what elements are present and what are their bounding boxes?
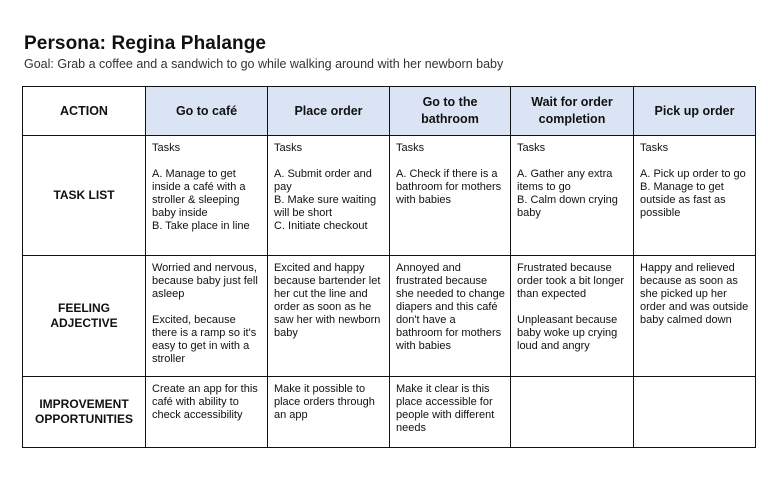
improvement-cell-wait-for-order — [511, 377, 634, 448]
improvement-opportunities-label: IMPROVEMENT OPPORTUNITIES — [23, 377, 146, 448]
feeling-cell-wait-for-order: Frustrated because order took a bit longer than expected Unpleasant because baby woke up crying loud and angry — [511, 256, 634, 377]
task-cell-go-to-bathroom: Tasks A. Check if there is a bathroom for mothers with babies — [390, 136, 511, 256]
persona-title: Persona: Regina Phalange — [24, 33, 267, 54]
feeling-cell-go-to-bathroom: Annoyed and frustrated because she needed to change diapers and this café don't have a bathroom for mothers with babies — [390, 256, 511, 377]
task-list-row — [23, 136, 756, 256]
stage-header-pick-up-order: Pick up order — [634, 87, 756, 136]
task-cell-go-to-cafe: Tasks A. Manage to get inside a café with a stroller & sleeping baby inside B. Take place in line — [146, 136, 268, 256]
improvement-cell-go-to-bathroom: Make it clear is this place accessible for people with different needs — [390, 377, 511, 448]
feeling-cell-go-to-cafe: Worried and nervous, because baby just fell asleep Excited, because there is a ramp so it's easy to get in with a stroller — [146, 256, 268, 377]
feeling-adjective-row — [23, 256, 756, 377]
task-list-label: TASK LIST — [23, 136, 146, 256]
improvement-cell-pick-up-order — [634, 377, 756, 448]
persona-goal: Goal: Grab a coffee and a sandwich to go while walking around with her newborn baby — [24, 57, 504, 71]
improvement-cell-go-to-cafe: Create an app for this café with ability to check accessibility — [146, 377, 268, 448]
stage-header-go-to-bathroom: Go to the bathroom — [390, 87, 511, 136]
task-cell-pick-up-order: Tasks A. Pick up order to go B. Manage to get outside as fast as possible — [634, 136, 756, 256]
task-cell-wait-for-order: Tasks A. Gather any extra items to go B. Calm down crying baby — [511, 136, 634, 256]
task-cell-place-order: Tasks A. Submit order and pay B. Make sure waiting will be short C. Initiate checkout — [268, 136, 390, 256]
improvement-cell-place-order: Make it possible to place orders through an app — [268, 377, 390, 448]
stage-header-wait-for-order: Wait for order completion — [511, 87, 634, 136]
feeling-adjective-label: FEELING ADJECTIVE — [23, 256, 146, 377]
journey-map-table — [22, 86, 756, 448]
stage-header-place-order: Place order — [268, 87, 390, 136]
feeling-cell-pick-up-order: Happy and relieved because as soon as she picked up her order and was outside baby calmed down — [634, 256, 756, 377]
improvement-row — [23, 377, 756, 448]
feeling-cell-place-order: Excited and happy because bartender let her cut the line and order as soon as he saw her with newborn baby — [268, 256, 390, 377]
stage-header-go-to-cafe: Go to café — [146, 87, 268, 136]
header-row — [23, 87, 756, 136]
action-header: ACTION — [23, 87, 146, 136]
